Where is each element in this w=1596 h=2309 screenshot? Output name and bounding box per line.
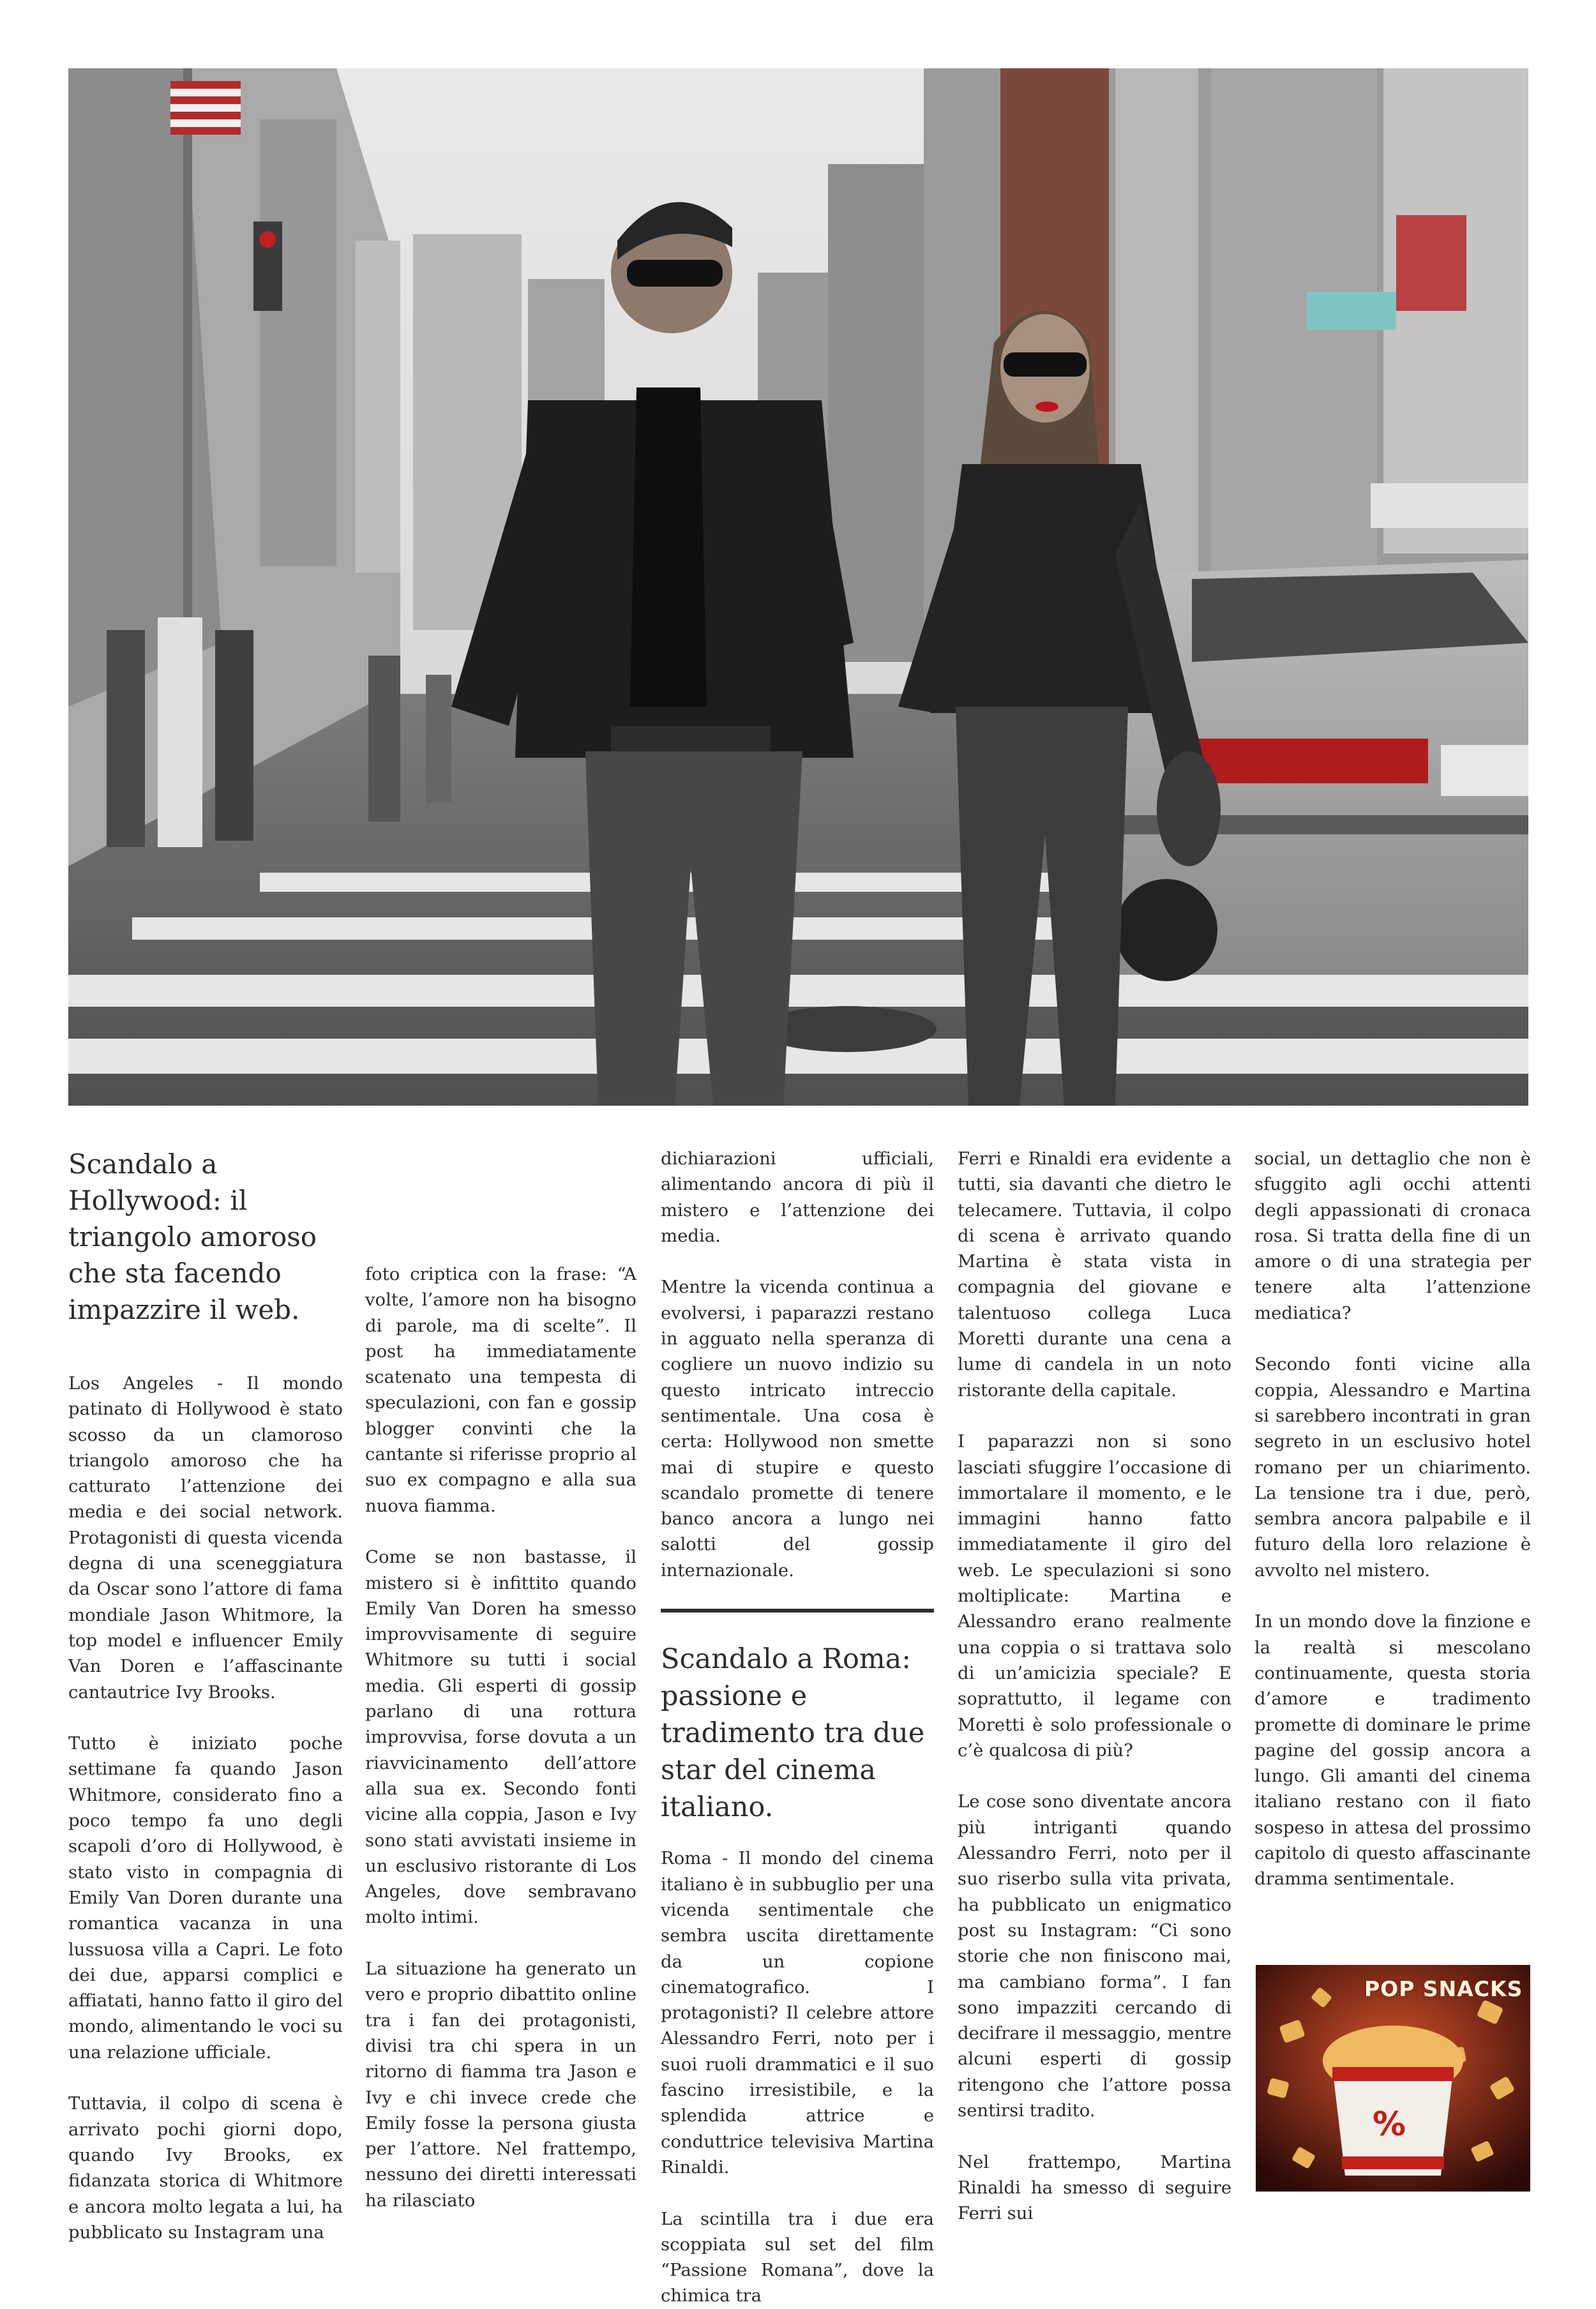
hollywood-paragraph-6: Mentre la vicenda continua a evolversi, i paparazzi restano in agguato nella speranza di cogliere un nuovo indizio su questo intricato intreccio sentimentale. Una cosa è certa: Hollywood non smette mai di stupire e questo scandalo promette di tenere banco ancora a lungo nei salotti del gossip internazionale.	[661, 1277, 934, 1581]
hollywood-paragraph-2: Tutto è iniziato poche settimane fa quando Jason Whitmore, considerato fino a poco tempo fa uno degli scapoli d’oro di Hollywood, è stato visto in compagnia di Emily Van Doren durante una romantica vacanza in una lussuosa villa a Capri. Le foto dei due, apparsi complici e affiatati, hanno fatto il giro del mondo, alimentando le voci su una relazione ufficiale.	[68, 1733, 343, 2063]
column-5	[1254, 1146, 1531, 1892]
column-3	[661, 1146, 934, 2309]
roma-paragraph-2: La scintilla tra i due era scoppiata sul set del film “Passione Romana”, dove la chimica tra	[661, 2208, 934, 2306]
column-4	[958, 1146, 1231, 2226]
roma-paragraph-1: Roma - Il mondo del cinema italiano è in subbuglio per una vicenda sentimentale che sembra uscita direttamente da un copione cinematografico. I protagonisti? Il celebre attore Alessandro Ferri, noto per i suoi ruoli drammatici e il suo fascino irresistibile, e la splendida attrice e conduttrice televisiva Martina Rinaldi.	[661, 1848, 934, 2177]
flag-icon	[170, 81, 241, 135]
hero-photo	[68, 68, 1528, 1106]
hollywood-paragraph-1: Los Angeles - Il mondo patinato di Hollywood è stato scosso da un clamoroso triangolo amoroso che ha catturato l’attenzione dei media e dei social network. Protagonisti di questa vicenda degna di una sceneggiatura da Oscar sono l’attore di fama mondiale Jason Whitmore, la top model e influencer Emily Van Doren e l’affascinante cantautrice Ivy Brooks.	[68, 1373, 343, 1703]
advert-cup-glyph: %	[1373, 2105, 1406, 2144]
hollywood-paragraph-4: Come se non bastasse, il mistero si è infittito quando Emily Van Doren ha smesso improvvisamente di seguire Whitmore su tutti i social media. Gli esperti di gossip parlano di una rottura improvvisa, forse dovuta a un riavvicinamento dell’attore alla sua ex. Secondo fonti vicine alla coppia, Jason e Ivy sono stati avvistati insieme in un esclusivo ristorante di Los Angeles, dove sembravano molto intimi.	[365, 1547, 636, 1928]
roma-paragraph-3: I paparazzi non si sono lasciati sfuggire l’occasione di immortalare il momento, e le immagini hanno fatto immediatamente il giro del web. Le speculazioni si sono moltiplicate: Martina e Alessandro erano realmente una coppia o si trattava solo di un’amicizia speciale? E soprattutto, il legame con Moretti è solo professionale o c’è qualcosa di più?	[958, 1431, 1231, 1761]
roma-paragraph-5-cont: social, un dettaglio che non è sfuggito agli occhi attenti degli appassionati di cronaca rosa. Si tratta della fine di un amore o di una strategia per tenere alta l’attenzione mediatica?	[1254, 1148, 1531, 1323]
section-divider	[661, 1609, 934, 1613]
hero-photo-illustration	[68, 68, 1528, 1106]
roma-paragraph-5: Nel frattempo, Martina Rinaldi ha smesso di seguire Ferri sui	[958, 2151, 1231, 2224]
advert-pop-snacks[interactable]	[1256, 1965, 1530, 2192]
headline-hollywood: Scandalo a Hollywood: il triangolo amoroso che sta facendo impazzire il web.	[68, 1148, 317, 1325]
roma-paragraph-4: Le cose sono diventate ancora più intriganti quando Alessandro Ferri, noto per il suo riserbo sulla vita privata, ha pubblicato un enigmatico post su Instagram: “Ci sono storie che non finiscono mai, ma cambiano forma”. I fan sono impazziti cercando di decifrare il messaggio, mentre alcuni esperti di gossip ritengono che l’attore possa sentirsi tradito.	[958, 1791, 1231, 2121]
hollywood-paragraph-3: Tuttavia, il colpo di scena è arrivato pochi giorni dopo, quando Ivy Brooks, ex fidanzata storica di Whitmore e ancora molto legata a lui, ha pubblicato su Instagram una	[68, 2093, 343, 2243]
hollywood-paragraph-3-cont: foto criptica con la frase: “A volte, l’amore non ha bisogno di parole, ma di scelte”. Il post ha immediatamente scatenato una tempesta di speculazioni, con fan e gossip blogger convinti che la cantante si riferisse proprio al suo ex compagno e alla sua nuova fiamma.	[365, 1264, 636, 1516]
headline-roma: Scandalo a Roma: passione e tradimento tra due star del cinema italiano.	[661, 1643, 925, 1824]
column-2	[365, 1261, 636, 2213]
advert-brand: POP SNACKS	[1364, 1976, 1523, 2001]
roma-paragraph-2-cont: Ferri e Rinaldi era evidente a tutti, sia davanti che dietro le telecamere. Tuttavia, il colpo di scena è arrivato quando Martina è stata vista in compagnia del giovane e talentuoso collega Luca Moretti durante una cena a lume di candela in un noto ristorante della capitale.	[958, 1148, 1231, 1401]
hollywood-paragraph-5: La situazione ha generato un vero e proprio dibattito online tra i fan dei protagonisti, divisi tra chi spera in un ritorno di fiamma tra Jason e Ivy e chi invece crede che Emily fosse la persona giusta per l’attore. Nel frattempo, nessuno dei diretti interessati ha rilasciato	[365, 1959, 636, 2211]
roma-paragraph-7: In un mondo dove la finzione e la realtà si mescolano continuamente, questa storia d’amore e tradimento promette di dominare le prime pagine del gossip ancora a lungo. Gli amanti del cinema italiano restano con il fiato sospeso in attesa del prossimo capitolo di questo affascinante dramma sentimentale.	[1254, 1611, 1531, 1890]
hollywood-paragraph-5-cont: dichiarazioni ufficiali, alimentando ancora di più il mistero e l’attenzione dei media.	[661, 1148, 934, 1246]
column-1	[68, 1146, 343, 2245]
roma-paragraph-6: Secondo fonti vicine alla coppia, Alessandro e Martina si sarebbero incontrati in gran segreto in un esclusivo hotel romano per un chiarimento. La tensione tra i due, però, sembra ancora palpabile e il futuro della loro relazione è avvolto nel mistero.	[1254, 1354, 1531, 1581]
